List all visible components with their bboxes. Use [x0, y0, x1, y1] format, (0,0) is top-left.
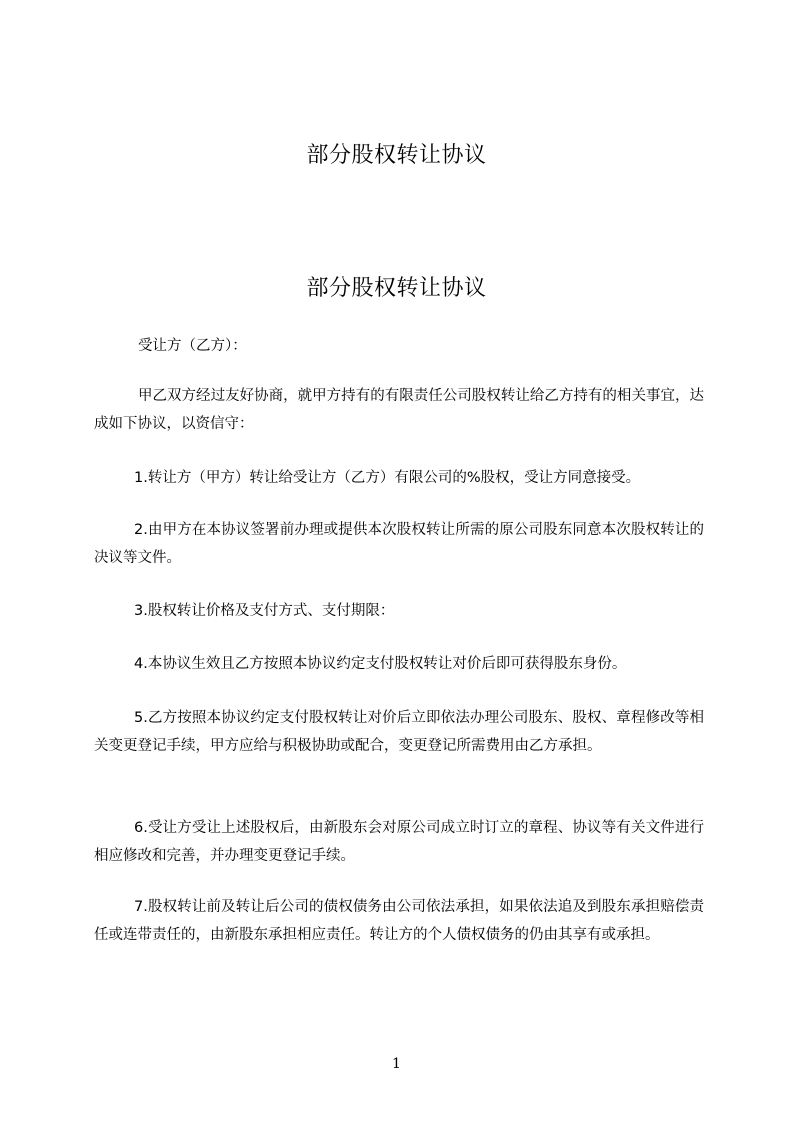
clause-6: 6.受让方受让上述股权后，由新股东会对原公司成立时订立的章程、协议等有关文件进行相应修改和完善，并办理变更登记手续。 [94, 820, 704, 864]
page-number: 1 [392, 1056, 401, 1072]
header-title: 部分股权转让协议 [306, 143, 487, 168]
document-title: 部分股权转让协议 [306, 276, 487, 301]
clause-2: 2.由甲方在本协议签署前办理或提供本次股权转让所需的原公司股东同意本次股权转让的决议等文件。 [94, 522, 704, 566]
intro-paragraph: 甲乙双方经过友好协商，就甲方持有的有限责任公司股权转让给乙方持有的相关事宜，达成如下协议，以资信守： [94, 388, 704, 432]
party-b-label: 受让方（乙方）： [138, 338, 247, 354]
clause-1: 1.转让方（甲方）转让给受让方（乙方）有限公司的%股权，受让方同意接受。 [134, 470, 641, 486]
clause-3: 3.股权转让价格及支付方式、支付期限： [134, 603, 395, 619]
clause-7: 7.股权转让前及转让后公司的债权债务由公司依法承担，如果依法追及到股东承担赔偿责任或连带责任的，由新股东承担相应责任。转让方的个人债权债务的仍由其享有或承担。 [94, 899, 704, 943]
clause-4: 4.本协议生效且乙方按照本协议约定支付股权转让对价后即可获得股东身份。 [134, 656, 627, 672]
clause-5: 5.乙方按照本协议约定支付股权转让对价后立即依法办理公司股东、股权、章程修改等相关变更登记手续，甲方应给与积极协助或配合，变更登记所需费用由乙方承担。 [94, 710, 704, 754]
